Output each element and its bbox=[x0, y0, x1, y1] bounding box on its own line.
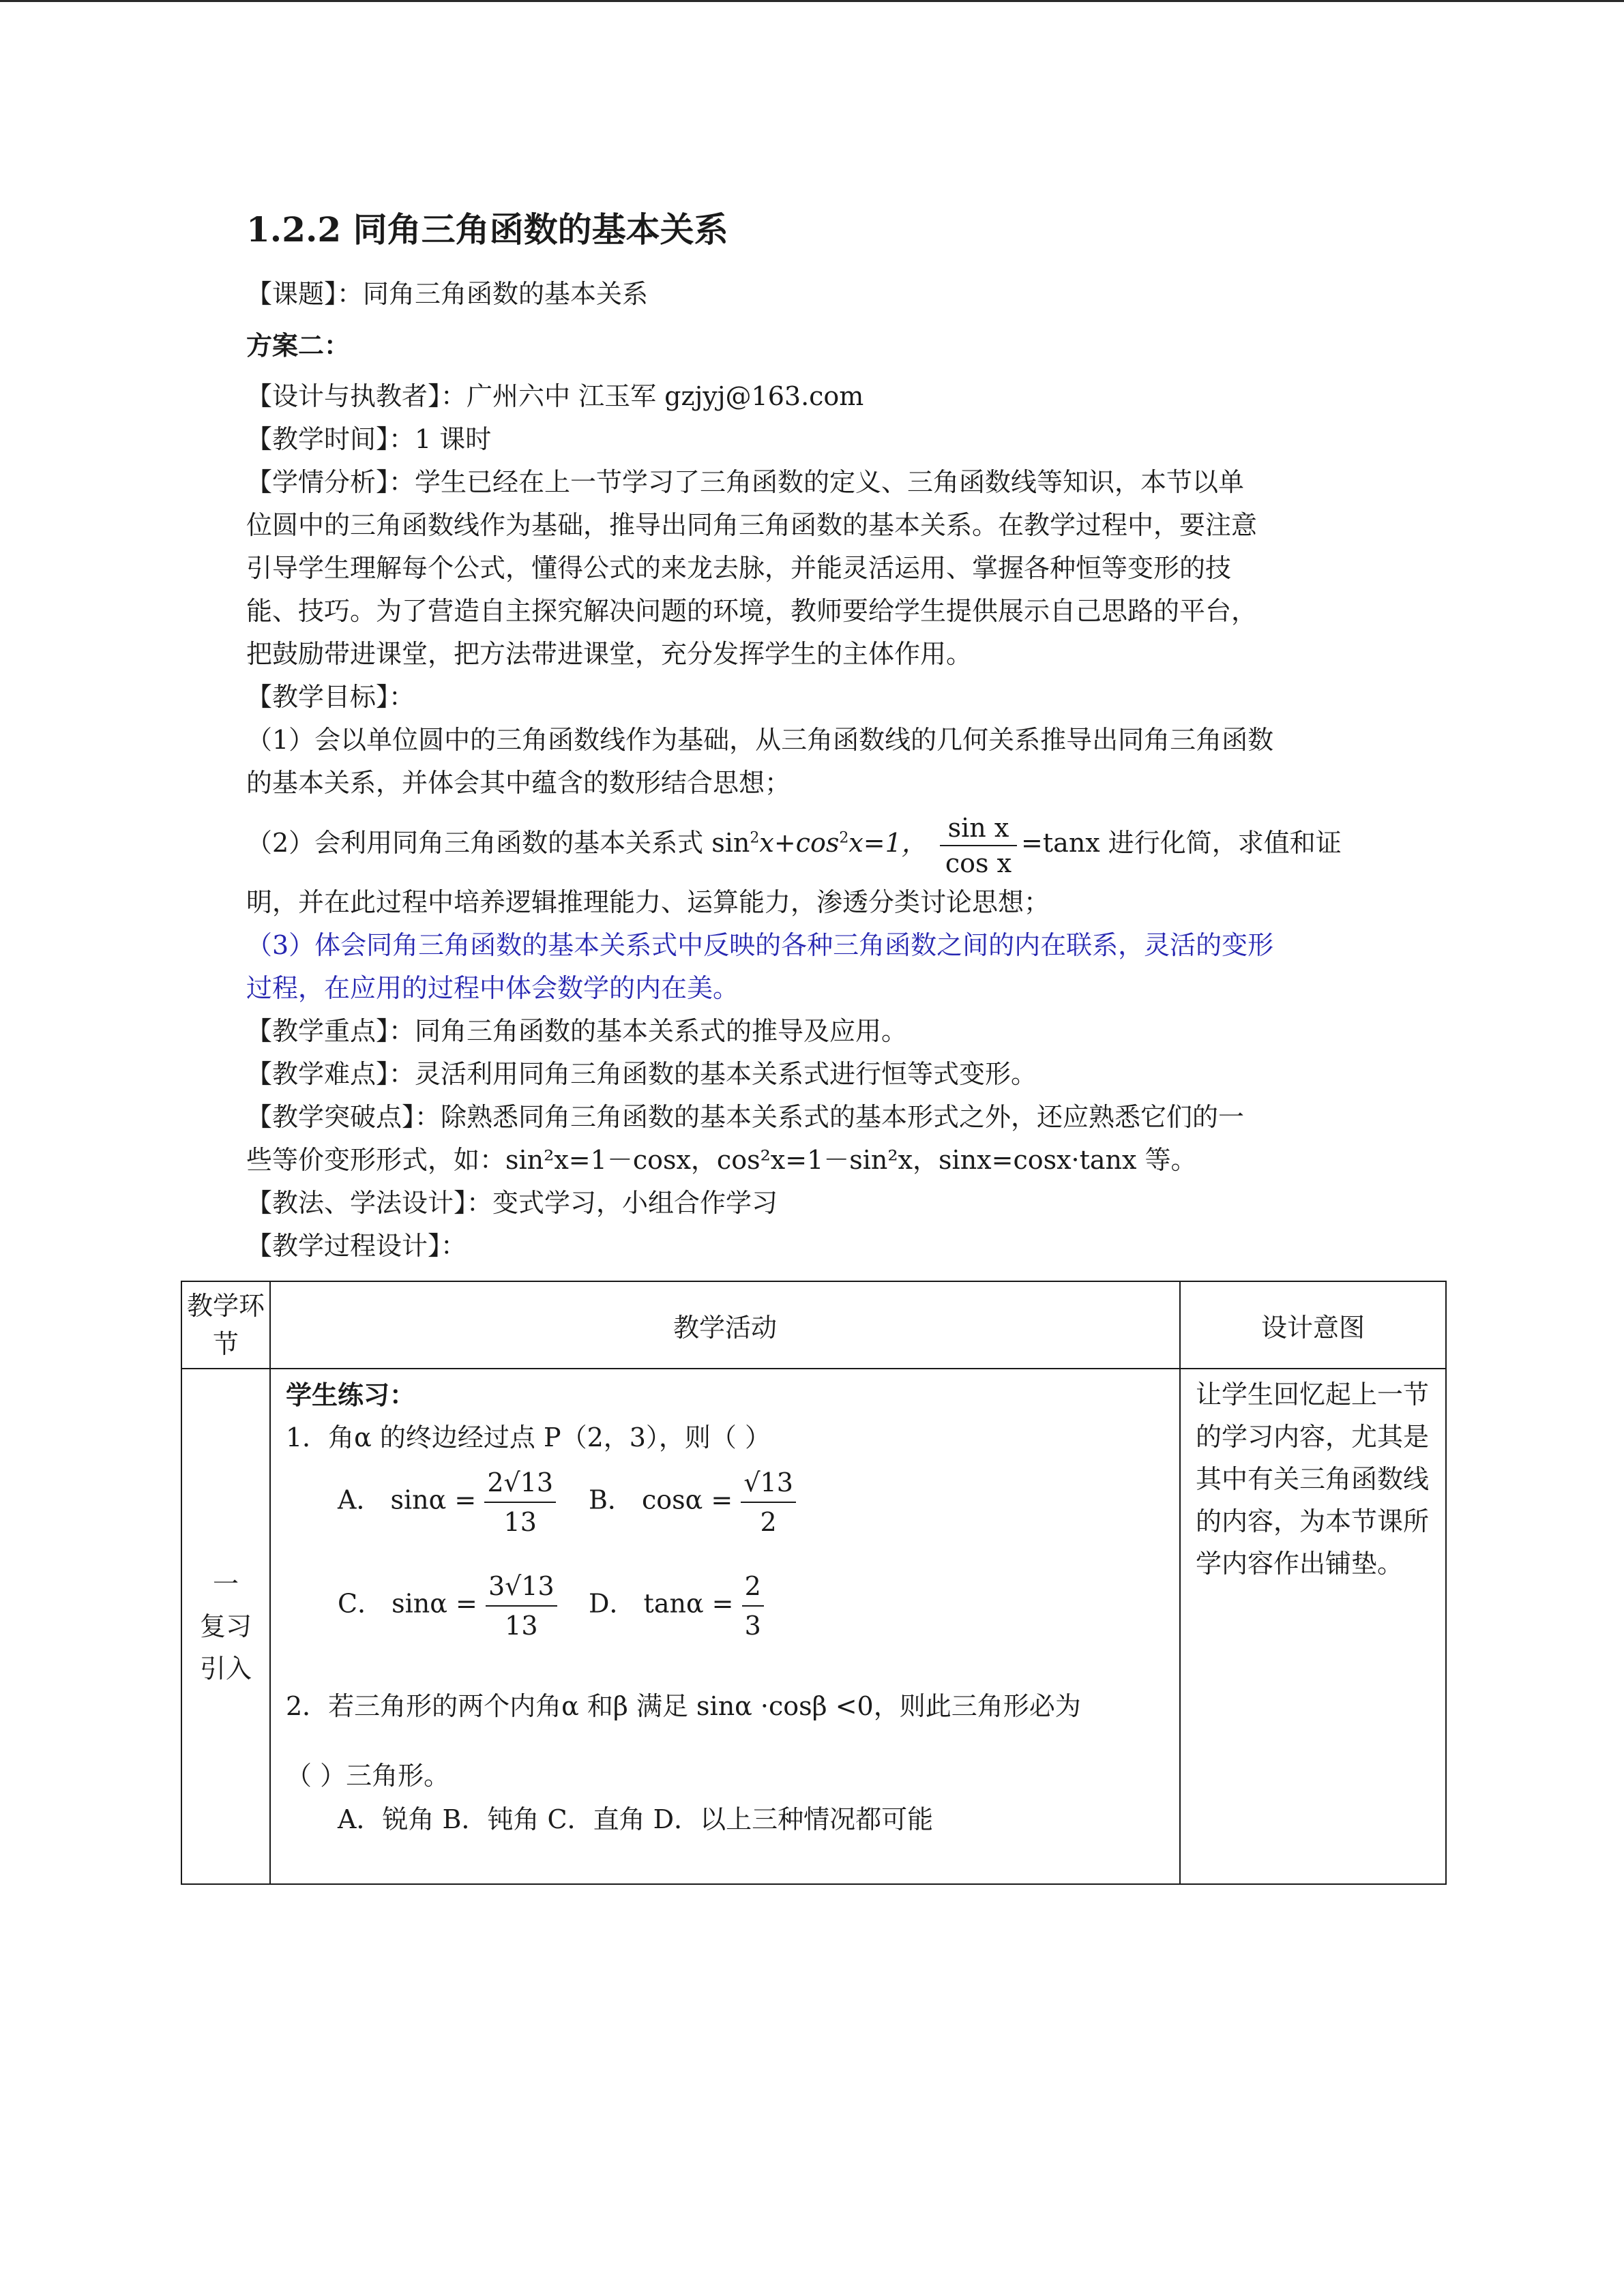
option-a: A． sinα = $\frac{2√13}{13}$ bbox=[338, 1463, 556, 1541]
question-1: 1．角α 的终边经过点 P（2，3），则（ ） bbox=[286, 1422, 771, 1452]
process-label: 【教学过程设计】： bbox=[246, 1231, 467, 1261]
goal-2-line: 明，并在此过程中培养逻辑推理能力、运算能力，渗透分类讨论思想； bbox=[246, 887, 1050, 917]
option-c: C． sinα = $\frac{3√13}{13}$ bbox=[338, 1567, 557, 1645]
plan-label: 方案二： bbox=[246, 330, 351, 361]
activity-cell bbox=[270, 1369, 1180, 1884]
analysis-line: 把鼓励带进课堂，把方法带进课堂，充分发挥学生的主体作用。 bbox=[246, 639, 973, 669]
time-line: 【教学时间】：1 课时 bbox=[246, 424, 492, 454]
sin-over-cos-fraction: $\frac{\text{sin x}}{\text{cos x}}$ bbox=[940, 811, 1017, 880]
analysis-line: 【学情分析】：学生已经在上一节学习了三角函数的定义、三角函数线等知识，本节以单 bbox=[246, 467, 1245, 497]
goal-3-line: （3）体会同角三角函数的基本关系式中反映的各种三角函数之间的内在联系，灵活的变形 bbox=[246, 930, 1274, 960]
goals-label: 【教学目标】： bbox=[246, 682, 415, 712]
breakthrough-line: 【教学突破点】：除熟悉同角三角函数的基本关系式的基本形式之外，还应熟悉它们的一 bbox=[246, 1102, 1245, 1132]
exercise-title: 学生练习： bbox=[286, 1380, 416, 1410]
key-point-line: 【教学重点】：同角三角函数的基本关系式的推导及应用。 bbox=[246, 1016, 908, 1046]
table-header-row bbox=[181, 1281, 1446, 1369]
analysis-line: 能、技巧。为了营造自主探究解决问题的环境，教师要给学生提供展示自己思路的平台， bbox=[246, 596, 1258, 626]
question-2-options: A．锐角 B．钝角 C．直角 D．以上三种情况都可能 bbox=[338, 1804, 934, 1834]
designer-line: 【设计与执教者】：广州六中 江玉军 gzjyj@163.com bbox=[246, 381, 864, 411]
intent-cell: 让学生回忆起上一节的学习内容，尤其是其中有关三角函数线的内容，为本节课所学内容作出铺垫。 bbox=[1180, 1369, 1446, 1884]
breakthrough-formula-line: 些等价变形形式，如：sin²x=1－cosx，cos²x=1－sin²x，sinx=cosx·tanx 等。 bbox=[246, 1145, 1197, 1175]
page-top-border bbox=[0, 0, 1624, 2]
goal-3-line: 过程，在应用的过程中体会数学的内在美。 bbox=[246, 973, 739, 1003]
goal-1-line: 的基本关系，并体会其中蕴含的数形结合思想； bbox=[246, 768, 791, 798]
page-title: 1.2.2 同角三角函数的基本关系 bbox=[246, 209, 728, 250]
teaching-process-table bbox=[181, 1281, 1447, 1885]
stage-cell: 一 复习 引入 bbox=[181, 1369, 270, 1884]
header-stage: 教学环节 bbox=[181, 1281, 270, 1369]
analysis-line: 位圆中的三角函数线作为基础，推导出同角三角函数的基本关系。在教学过程中，要注意 bbox=[246, 510, 1258, 540]
analysis-line: 引导学生理解每个公式，懂得公式的来龙去脉，并能灵活运用、掌握各种恒等变形的技 bbox=[246, 553, 1232, 583]
goal-1-line: （1）会以单位圆中的三角函数线作为基础，从三角函数线的几何关系推导出同角三角函数 bbox=[246, 725, 1274, 755]
method-line: 【教法、学法设计】：变式学习，小组合作学习 bbox=[246, 1188, 778, 1218]
table-row bbox=[181, 1369, 1446, 1884]
question-2: 2．若三角形的两个内角α 和β 满足 sinα ·cosβ <0，则此三角形必为 bbox=[286, 1691, 1081, 1721]
option-b: B． cosα = $\frac{√13}{2}$ bbox=[589, 1463, 796, 1541]
header-intent: 设计意图 bbox=[1180, 1281, 1446, 1369]
difficulty-line: 【教学难点】：灵活利用同角三角函数的基本关系式进行恒等式变形。 bbox=[246, 1059, 1037, 1089]
header-activity: 教学活动 bbox=[270, 1281, 1180, 1369]
option-d: D． tanα = $\frac{2}{3}$ bbox=[589, 1567, 764, 1645]
topic-line: 【课题】：同角三角函数的基本关系 bbox=[246, 279, 649, 309]
goal-2-formula-line: （2）会利用同角三角函数的基本关系式 $\sin^2x+\cos^2x=1$， $\frac{\text{sin x}}{\text{cos x}}$ =tanx 进行化简，求值和证 bbox=[246, 805, 1378, 881]
document-body bbox=[246, 205, 1378, 1268]
question-2-continued: （ ）三角形。 bbox=[286, 1761, 450, 1791]
